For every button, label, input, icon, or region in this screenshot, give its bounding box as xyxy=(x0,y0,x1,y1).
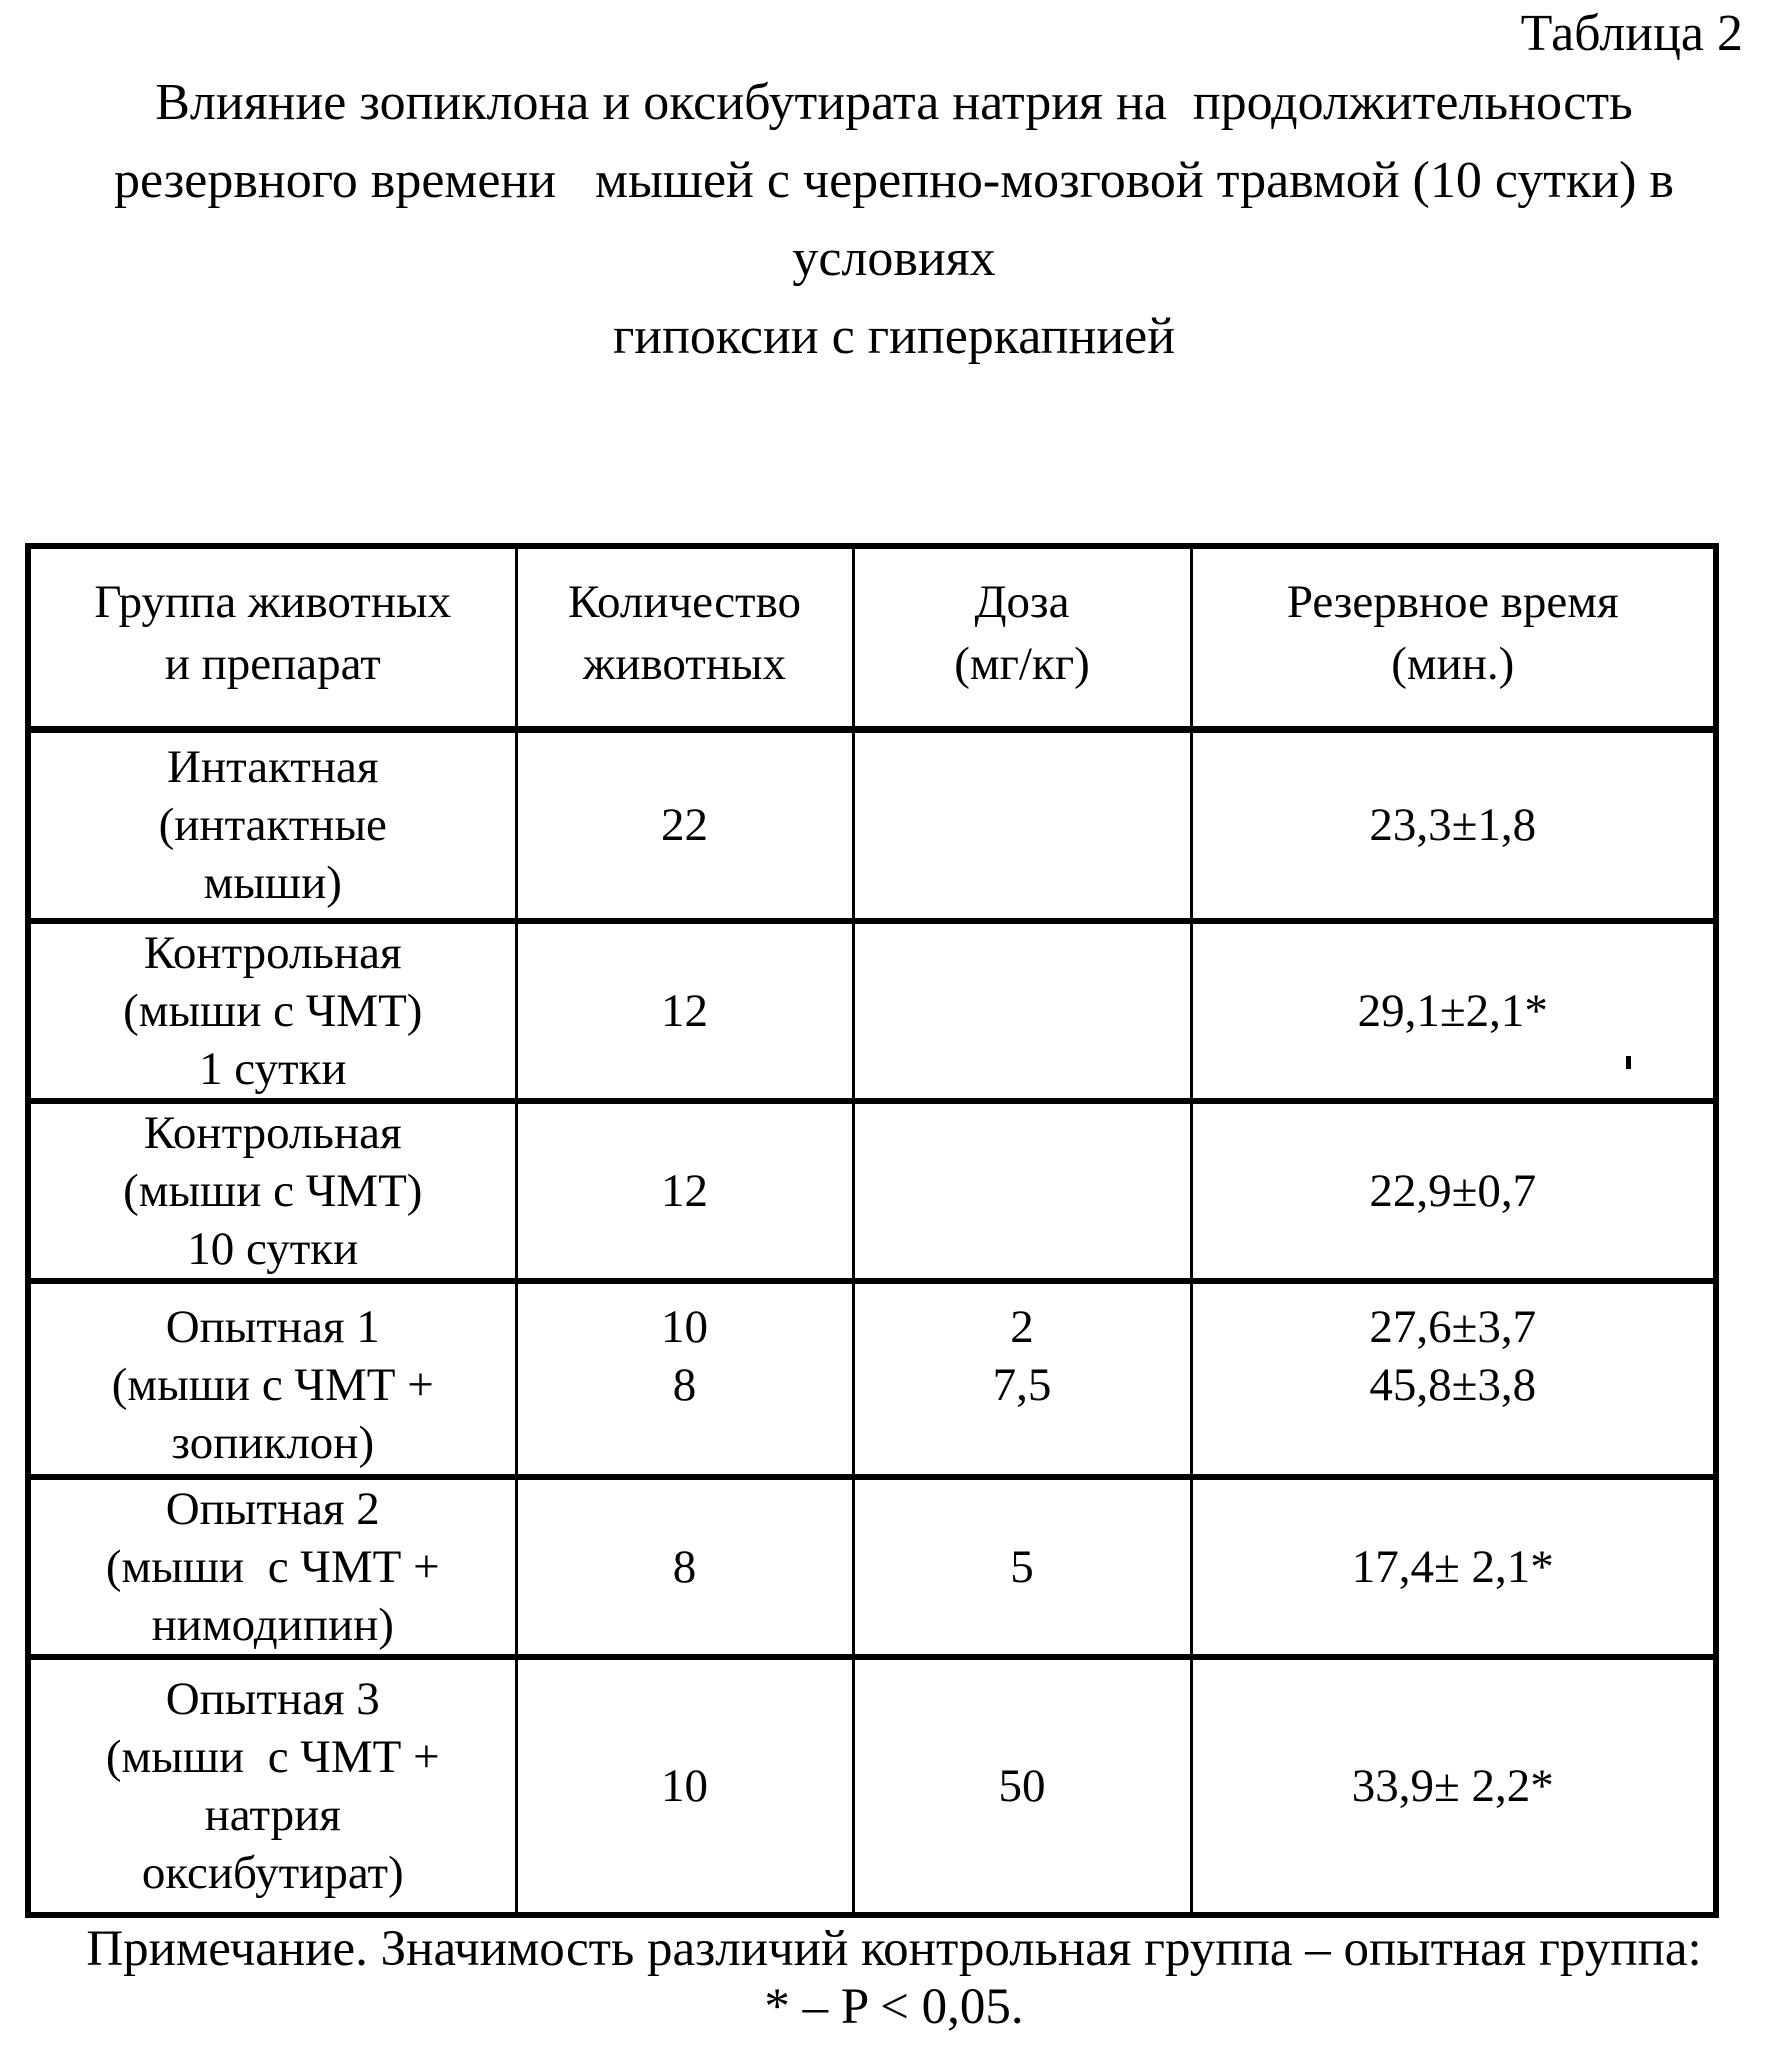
time-cell: 17,4± 2,1* xyxy=(1191,1477,1716,1657)
time-cell: 23,3±1,8 xyxy=(1191,729,1716,921)
title-line-4: гипоксии с гиперкапнией xyxy=(612,308,1176,365)
note-line-2: * – P < 0,05. xyxy=(764,1979,1024,2035)
count-cell: 12 xyxy=(516,921,853,1101)
header-cell-group: Группа животных и препарат xyxy=(28,546,516,729)
header-cell-count: Количество животных xyxy=(516,546,853,729)
dose-cell xyxy=(853,729,1191,921)
table-row xyxy=(28,1281,1716,1477)
header-cell-time: Резервное время (мин.) xyxy=(1191,546,1716,729)
table-row xyxy=(28,1657,1716,1915)
dose-cell: 2 7,5 xyxy=(853,1281,1191,1477)
dose-cell: 50 xyxy=(853,1657,1191,1915)
table-row xyxy=(28,729,1716,921)
group-cell: Интактная (интактные мыши) xyxy=(28,729,516,921)
dose-cell: 5 xyxy=(853,1477,1191,1657)
scan-artifact-dot xyxy=(1626,1056,1631,1069)
count-cell: 8 xyxy=(516,1477,853,1657)
time-cell: 33,9± 2,2* xyxy=(1191,1657,1716,1915)
table-header-row xyxy=(28,546,1716,729)
table-row xyxy=(28,1101,1716,1281)
count-cell: 12 xyxy=(516,1101,853,1281)
table-row xyxy=(28,921,1716,1101)
group-cell: Контрольная (мыши с ЧМТ) 10 сутки xyxy=(28,1101,516,1281)
table-row xyxy=(28,1477,1716,1657)
results-table xyxy=(25,543,1719,1918)
dose-cell xyxy=(853,921,1191,1101)
note-line-1: Примечание. Значимость различий контрольная группа – опытная группа: xyxy=(86,1921,1702,1977)
count-cell: 10 8 xyxy=(516,1281,853,1477)
document-page xyxy=(0,4,1788,2056)
group-cell: Контрольная (мыши с ЧМТ) 1 сутки xyxy=(28,921,516,1101)
count-cell: 22 xyxy=(516,729,853,921)
count-cell: 10 xyxy=(516,1657,853,1915)
time-cell: 27,6±3,7 45,8±3,8 xyxy=(1191,1281,1716,1477)
title-line-1: Влияние зопиклона и оксибутирата натрия на продолжительность xyxy=(155,74,1633,131)
dose-cell xyxy=(853,1101,1191,1281)
header-cell-dose: Доза (мг/кг) xyxy=(853,546,1191,729)
title-line-2: резервного времени мышей с черепно-мозговой травмой (10 сутки) в xyxy=(114,152,1674,209)
table-caption: Таблица 2 xyxy=(1520,5,1743,62)
document-title xyxy=(0,64,1788,376)
time-cell: 22,9±0,7 xyxy=(1191,1101,1716,1281)
group-cell: Опытная 2 (мыши с ЧМТ + нимодипин) xyxy=(28,1477,516,1657)
time-cell: 29,1±2,1* xyxy=(1191,921,1716,1101)
title-line-3: условиях xyxy=(792,230,996,287)
group-cell: Опытная 1 (мыши с ЧМТ + зопиклон) xyxy=(28,1281,516,1477)
group-cell: Опытная 3 (мыши с ЧМТ + натрия оксибутират) xyxy=(28,1657,516,1915)
